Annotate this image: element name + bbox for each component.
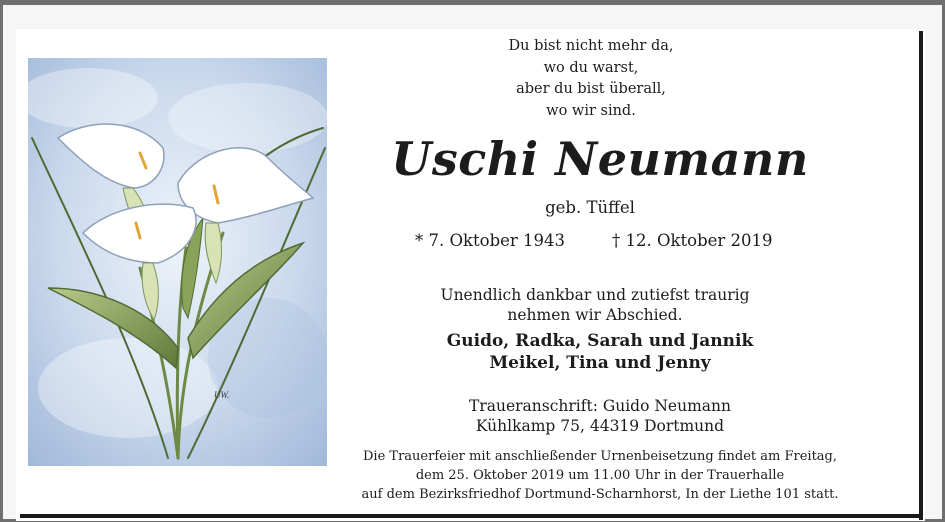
funeral-line: dem 25. Oktober 2019 um 11.00 Uhr in der Trauerhalle <box>415 468 785 483</box>
funeral-notice <box>330 447 870 504</box>
mourners-line: Meikel, Tina und Jenny <box>489 353 711 373</box>
farewell-line: Unendlich dankbar und zutiefst traurig <box>440 286 750 304</box>
calla-lily-illustration <box>28 58 327 466</box>
poem-line: Du bist nicht mehr da, <box>508 38 674 54</box>
poem-line: aber du bist überall, <box>516 81 666 97</box>
funeral-line: Die Trauerfeier mit anschließender Urnenbeisetzung findet am Freitag, <box>363 449 837 464</box>
poem <box>466 36 716 122</box>
farewell-text <box>395 285 795 325</box>
address-line: Kühlkamp 75, 44319 Dortmund <box>475 417 725 435</box>
card-shadow-right <box>919 31 923 520</box>
deceased-name: Uschi Neumann <box>391 132 809 186</box>
funeral-line: auf dem Bezirksfriedhof Dortmund-Scharnhorst, In der Liethe 101 statt. <box>361 487 839 502</box>
birth-name: geb. Tüffel <box>545 198 635 217</box>
poem-line: wo wir sind. <box>546 102 636 119</box>
death-date: † 12. Oktober 2019 <box>612 231 773 250</box>
mourners <box>395 330 805 374</box>
mourners-line: Guido, Radka, Sarah und Jannik <box>446 331 754 351</box>
birth-date: * 7. Oktober 1943 <box>415 231 566 250</box>
address-line: Traueranschrift: Guido Neumann <box>468 397 731 415</box>
mourning-address <box>420 396 780 436</box>
card-shadow-bottom <box>20 514 923 518</box>
farewell-line: nehmen wir Abschied. <box>507 306 683 324</box>
artist-signature: UW. <box>214 390 230 400</box>
poem-line: wo du warst, <box>543 59 639 76</box>
